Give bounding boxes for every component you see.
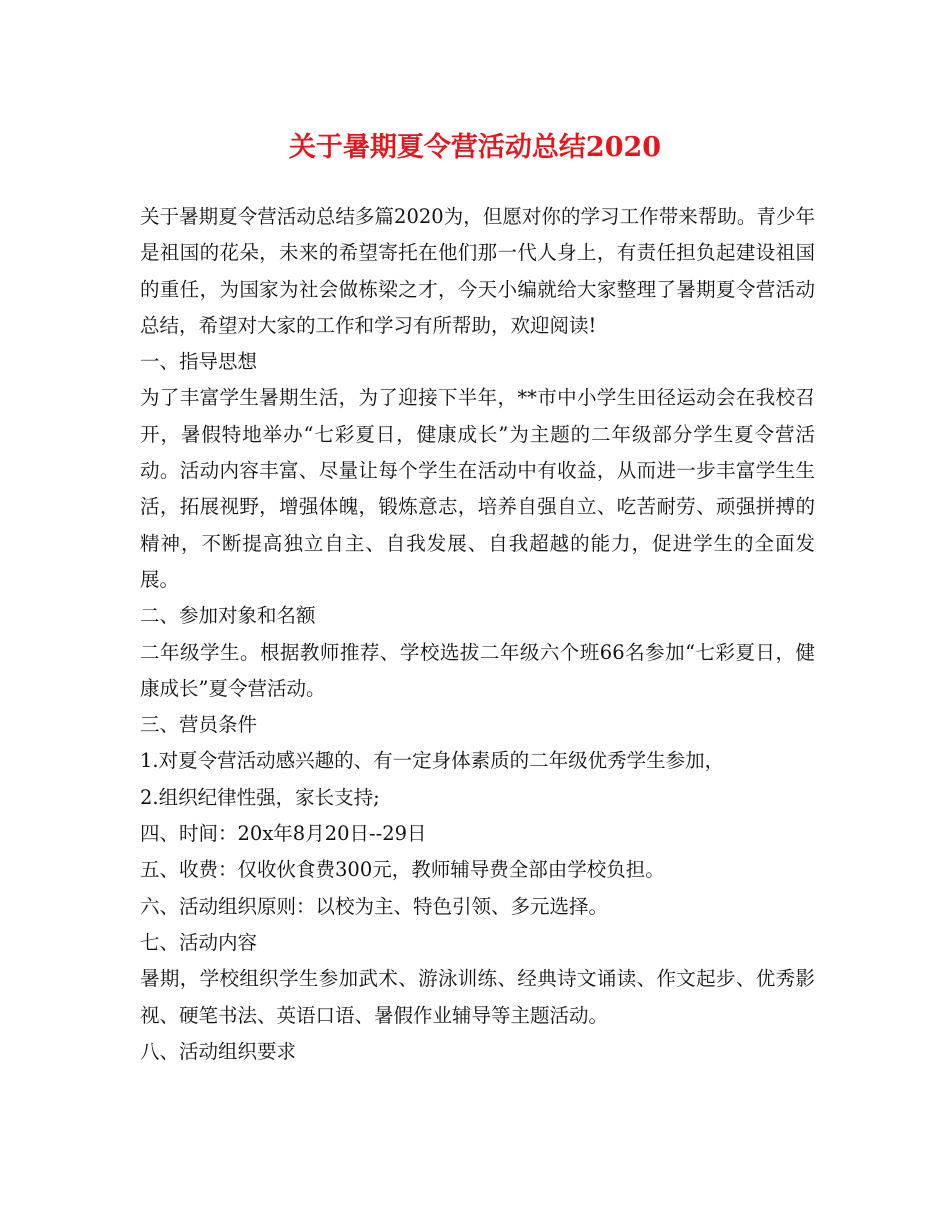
section-heading-camper-requirements: 三、营员条件 bbox=[140, 713, 258, 737]
document-body bbox=[140, 199, 815, 1070]
section-heading-participants: 二、参加对象和名额 bbox=[140, 604, 316, 628]
guiding-ideology-paragraph: 为了丰富学生暑期生活，为了迎接下半年，**市中小学生田径运动会在我校召开，暑假特地举办“七彩夏日，健康成长”为主题的二年级部分学生夏令营活动。活动内容丰富、尽量让每个学生在活动中有收益，从而进一步丰富学生生活，拓展视野，增强体魄，锻炼意志，培养自强自立、吃苦耐劳、顽强拼搏的精神，不断提高独立自主、自我发展、自我超越的能力，促进学生的全面发展。 bbox=[140, 386, 815, 591]
participants-paragraph: 二年级学生。根据教师推荐、学校选拔二年级六个班66名参加“七彩夏日，健康成长”夏令营活动。 bbox=[140, 640, 815, 700]
section-heading-organization-requirements: 八、活动组织要求 bbox=[140, 1039, 297, 1063]
section-organization-principles: 六、活动组织原则：以校为主、特色引领、多元选择。 bbox=[140, 894, 609, 918]
requirement-item-1: 1.对夏令营活动感兴趣的、有一定身体素质的二年级优秀学生参加， bbox=[140, 749, 725, 773]
section-heading-guiding-ideology: 一、指导思想 bbox=[140, 350, 258, 374]
section-time: 四、时间：20x年8月20日--29日 bbox=[140, 822, 427, 846]
activity-content-paragraph: 暑期，学校组织学生参加武术、游泳训练、经典诗文诵读、作文起步、优秀影视、硬笔书法、英语口语、暑假作业辅导等主题活动。 bbox=[140, 967, 815, 1027]
section-heading-activity-content: 七、活动内容 bbox=[140, 930, 258, 954]
document-title: 关于暑期夏令营活动总结2020 bbox=[288, 132, 662, 163]
intro-paragraph: 关于暑期夏令营活动总结多篇2020为，但愿对你的学习工作带来帮助。青少年是祖国的花朵，未来的希望寄托在他们那一代人身上，有责任担负起建设祖国的重任，为国家为社会做栋梁之才，今天小编就给大家整理了暑期夏令营活动总结，希望对大家的工作和学习有所帮助，欢迎阅读! bbox=[140, 205, 815, 337]
section-fees: 五、收费：仅收伙食费300元，教师辅导费全部由学校负担。 bbox=[140, 858, 665, 882]
requirement-item-2: 2.组织纪律性强，家长支持; bbox=[140, 785, 380, 809]
